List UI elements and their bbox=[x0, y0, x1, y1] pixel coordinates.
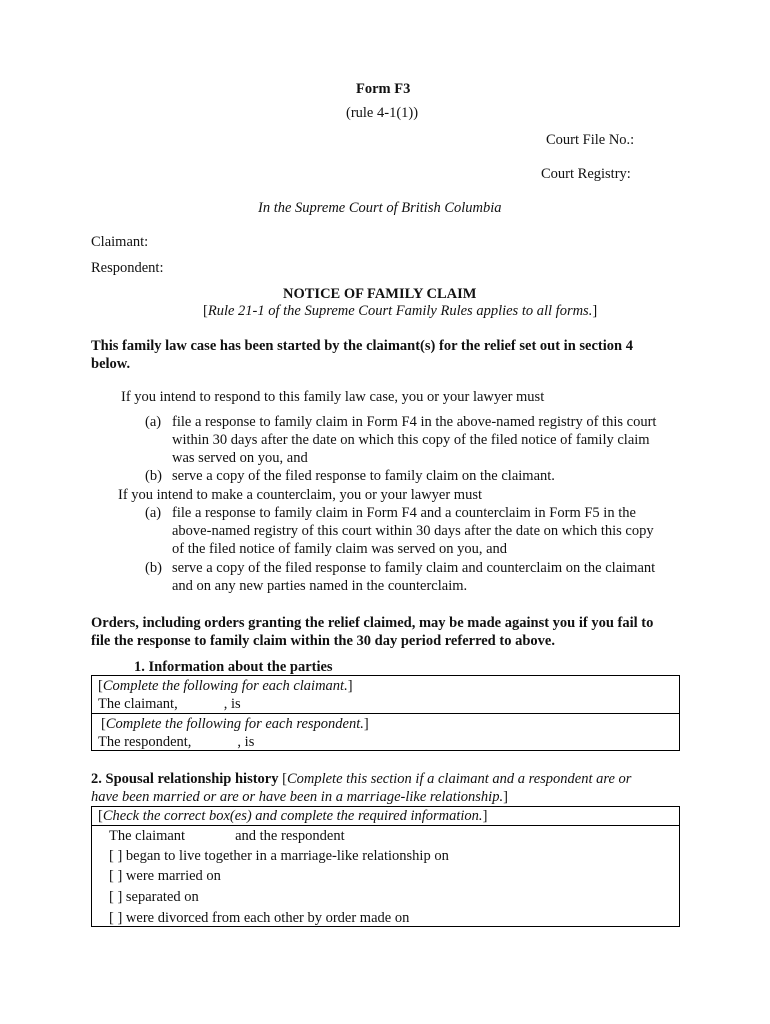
option-divorced[interactable]: [ ] were divorced from each other by order made on bbox=[109, 910, 410, 926]
parties-info-box bbox=[91, 675, 680, 751]
claimant-info-row bbox=[92, 676, 679, 713]
intro-statement-line-2: below. bbox=[91, 356, 131, 372]
court-name: In the Supreme Court of British Columbia bbox=[258, 200, 502, 216]
respond-a-marker: (a) bbox=[145, 414, 162, 430]
spousal-options bbox=[92, 825, 679, 929]
court-registry-label: Court Registry: bbox=[541, 166, 631, 182]
claimant-label: Claimant: bbox=[91, 234, 149, 250]
respondent-info-row bbox=[92, 713, 679, 750]
court-file-no-label: Court File No.: bbox=[546, 132, 635, 148]
spousal-history-box bbox=[91, 806, 680, 927]
counter-a-marker: (a) bbox=[145, 505, 162, 521]
option-separated[interactable]: [ ] separated on bbox=[109, 889, 199, 905]
spousal-instruction: [Check the correct box(es) and complete the required information.] bbox=[98, 808, 488, 824]
orders-warning-line-2: file the response to family claim within the 30 day period referred to above. bbox=[91, 633, 555, 649]
counter-a-text: file a response to family claim in Form F4 and a counterclaim in Form F5 in the above-named registry of this court within 30 days after the date on which this copy of the filed notice of family claim was served on you, and bbox=[172, 505, 654, 557]
respondent-label: Respondent: bbox=[91, 260, 164, 276]
counter-b-text: serve a copy of the filed response to family claim and counterclaim on the claimant and on any new parties named in the counterclaim. bbox=[172, 560, 656, 594]
section-2-heading-line-1: 2. Spousal relationship history [Complete this section if a claimant and a respondent are or bbox=[91, 771, 632, 787]
respond-a-text: file a response to family claim in Form F4 in the above-named registry of this court within 30 days after the date on which this copy of the filed notice of family claim was served on you, and bbox=[172, 414, 657, 466]
respondent-instruction: [Complete the following for each respondent.] bbox=[101, 716, 369, 732]
rule-reference: (rule 4-1(1)) bbox=[346, 105, 419, 121]
parties-line: The claimant and the respondent bbox=[109, 828, 345, 844]
respondent-statement: The respondent, , is bbox=[98, 734, 255, 750]
respond-b-marker: (b) bbox=[145, 468, 162, 484]
form-title: Form F3 bbox=[356, 81, 411, 97]
claimant-statement: The claimant, , is bbox=[98, 696, 241, 712]
respond-b-text: serve a copy of the filed response to family claim on the claimant. bbox=[172, 468, 555, 484]
claimant-instruction: [Complete the following for each claimant.] bbox=[98, 678, 353, 694]
option-married[interactable]: [ ] were married on bbox=[109, 868, 221, 884]
counter-b-marker: (b) bbox=[145, 560, 162, 576]
counter-intro: If you intend to make a counterclaim, you or your lawyer must bbox=[118, 487, 483, 503]
rule-note: [Rule 21-1 of the Supreme Court Family Rules applies to all forms.] bbox=[203, 303, 598, 319]
option-marriage-like[interactable]: [ ] began to live together in a marriage-like relationship on bbox=[109, 848, 449, 864]
respond-intro: If you intend to respond to this family law case, you or your lawyer must bbox=[121, 389, 545, 405]
notice-title: NOTICE OF FAMILY CLAIM bbox=[283, 286, 477, 302]
section-1-heading: 1. Information about the parties bbox=[134, 659, 333, 675]
intro-statement-line-1: This family law case has been started by the claimant(s) for the relief set out in section 4 bbox=[91, 338, 633, 354]
orders-warning-line-1: Orders, including orders granting the relief claimed, may be made against you if you fail to bbox=[91, 615, 654, 631]
section-2-heading-line-2: have been married or are or have been in a marriage-like relationship.] bbox=[91, 789, 508, 805]
